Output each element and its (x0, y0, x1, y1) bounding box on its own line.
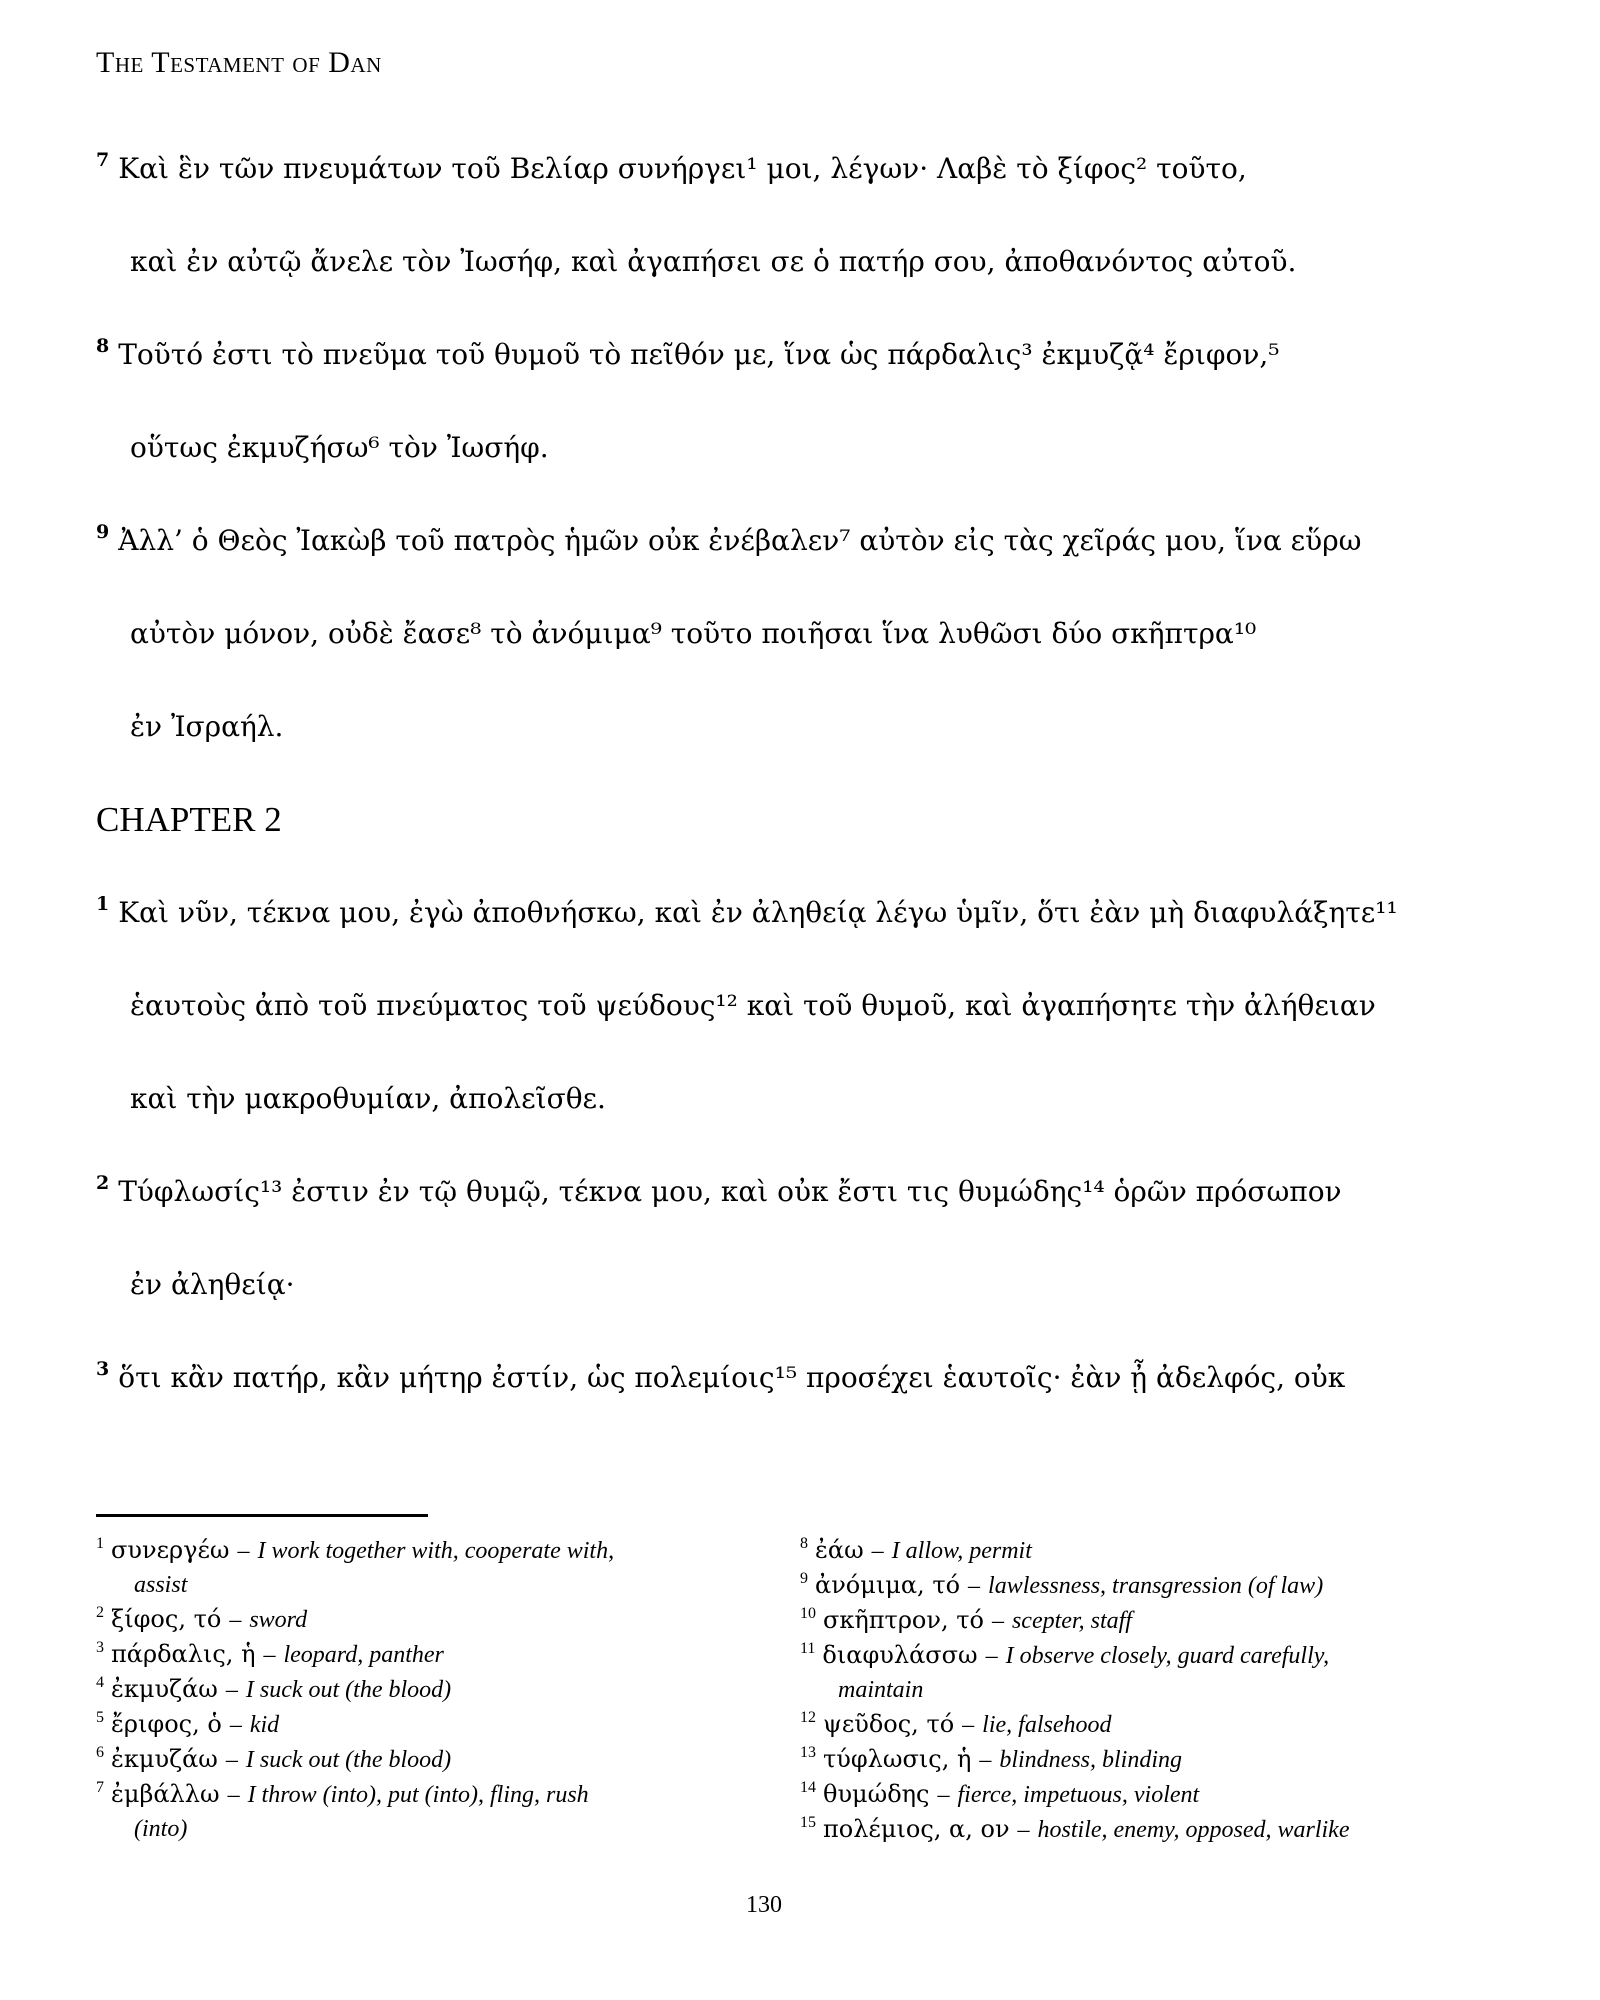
footnotes-right-column (800, 1533, 1508, 1847)
footnote-dash: – (225, 1747, 238, 1773)
footnote-gloss: I work together with, cooperate with, (257, 1538, 615, 1564)
footnote-gloss: leopard, panther (283, 1642, 444, 1668)
footnote-number: 3 (96, 1639, 104, 1656)
footnote-1 (96, 1533, 694, 1568)
footnote-greek: ἐκμυζάω (111, 1745, 218, 1773)
footnote-12 (800, 1707, 1508, 1742)
footnote-gloss: lie, falsehood (982, 1712, 1112, 1738)
footnote-greek: διαφυλάσσω (822, 1641, 978, 1669)
footnote-number: 9 (800, 1570, 808, 1587)
footnote-gloss: fierce, impetuous, violent (957, 1782, 1200, 1808)
verse-7 (96, 122, 1526, 308)
verse-number: 3 (96, 1357, 110, 1380)
page-number: 130 (746, 1892, 782, 1918)
footnote-number: 13 (800, 1744, 816, 1761)
verse-line: ἐν ἀληθείᾳ· (130, 1268, 295, 1301)
footnote-gloss: lawlessness, transgression (of law) (988, 1573, 1324, 1599)
footnote-gloss: I allow, permit (891, 1538, 1032, 1564)
footnote-8 (800, 1533, 1508, 1568)
footnote-10 (800, 1603, 1508, 1638)
footnote-greek: ἐάω (815, 1536, 864, 1564)
footnote-dash: – (937, 1782, 950, 1808)
footnote-greek: πάρδαλις, ἡ (111, 1640, 256, 1668)
verse-line: ἐν Ἰσραήλ. (130, 710, 284, 743)
verse-line: οὕτως ἐκμυζήσω⁶ τὸν Ἰωσήφ. (130, 431, 549, 464)
footnote-greek: θυμώδης (823, 1780, 930, 1808)
footnote-6 (96, 1742, 694, 1777)
footnote-dash: – (237, 1538, 250, 1564)
footnote-gloss-continuation: (into) (134, 1816, 188, 1842)
verse-line (96, 866, 1526, 959)
verse-number: 8 (96, 334, 110, 357)
footnote-number: 2 (96, 1604, 104, 1621)
verse-line (96, 1331, 1526, 1424)
running-header: The Testament of Dan (96, 46, 382, 79)
footnote-number: 7 (96, 1779, 104, 1796)
footnote-number: 14 (800, 1779, 816, 1796)
footnote-gloss: hostile, enemy, opposed, warlike (1037, 1817, 1350, 1843)
footnote-number: 10 (800, 1605, 816, 1622)
verse-line (96, 122, 1526, 215)
footnote-dash: – (263, 1642, 276, 1668)
verse-text: Καὶ ἓν τῶν πνευμάτων τοῦ Βελίαρ συνήργει¹ μοι, λέγων· Λαβὲ τὸ ξίφος² τοῦτο, (118, 152, 1247, 185)
footnote-2 (96, 1602, 694, 1637)
footnote-dash: – (225, 1677, 238, 1703)
footnote-5 (96, 1707, 694, 1742)
footnote-13 (800, 1742, 1508, 1777)
verse-number: 2 (96, 1171, 110, 1194)
footnote-number: 4 (96, 1674, 104, 1691)
footnote-dash: – (985, 1643, 998, 1669)
footnote-dash: – (227, 1782, 240, 1808)
verse-line: καὶ τὴν μακροθυμίαν, ἀπολεῖσθε. (130, 1082, 606, 1115)
verse-line: ἑαυτοὺς ἀπὸ τοῦ πνεύματος τοῦ ψεύδους¹² καὶ τοῦ θυμοῦ, καὶ ἀγαπήσητε τὴν ἀλήθειαν (130, 989, 1376, 1022)
body-text (96, 122, 1526, 1424)
footnote-dash: – (871, 1538, 884, 1564)
footnote-dash: – (979, 1747, 992, 1773)
verse-text: Τοῦτό ἐστι τὸ πνεῦμα τοῦ θυμοῦ τὸ πεῖθόν με, ἵνα ὡς πάρδαλις³ ἐκμυζᾷ⁴ ἔριφον,⁵ (118, 338, 1280, 371)
verse-number: 7 (96, 148, 110, 171)
footnote-gloss-continuation: assist (134, 1572, 188, 1598)
footnote-greek: συνεργέω (111, 1536, 230, 1564)
footnote-greek: ἔριφος, ὁ (111, 1710, 222, 1738)
footnote-greek: ἐκμυζάω (111, 1675, 218, 1703)
footnote-greek: ξίφος, τό (111, 1605, 222, 1633)
verse-line: αὐτὸν μόνον, οὐδὲ ἔασε⁸ τὸ ἀνόμιμα⁹ τοῦτο ποιῆσαι ἵνα λυθῶσι δύο σκῆπτρα¹⁰ (130, 617, 1257, 650)
footnote-number: 1 (96, 1535, 104, 1552)
footnote-gloss: I suck out (the blood) (245, 1747, 452, 1773)
footnote-11 (800, 1638, 1508, 1673)
footnote-greek: ἀνόμιμα, τό (815, 1571, 961, 1599)
verse-text: Καὶ νῦν, τέκνα μου, ἐγὼ ἀποθνήσκω, καὶ ἐν ἀληθείᾳ λέγω ὑμῖν, ὅτι ἐὰν μὴ διαφυλάξητε¹¹ (118, 896, 1398, 929)
verse-3 (96, 1331, 1526, 1424)
footnote-14 (800, 1777, 1508, 1812)
verse-9 (96, 494, 1526, 773)
verse-text: Ἀλλ’ ὁ Θεὸς Ἰακὼβ τοῦ πατρὸς ἡμῶν οὐκ ἐνέβαλεν⁷ αὐτὸν εἰς τὰς χεῖράς μου, ἵνα εὕρω (118, 524, 1362, 557)
footnote-number: 5 (96, 1709, 104, 1726)
footnote-dash: – (229, 1607, 242, 1633)
footnote-greek: πολέμιος, α, ον (823, 1815, 1010, 1843)
footnote-number: 12 (800, 1709, 816, 1726)
footnote-dash: – (962, 1712, 975, 1738)
footnote-number: 15 (800, 1814, 816, 1831)
chapter-heading: CHAPTER 2 (96, 800, 282, 839)
footnote-dash: – (1017, 1817, 1030, 1843)
footnotes-left-column (96, 1533, 694, 1847)
verse-2 (96, 1145, 1526, 1331)
verse-8 (96, 308, 1526, 494)
footnote-9 (800, 1568, 1508, 1603)
footnote-4 (96, 1672, 694, 1707)
verse-number: 1 (96, 892, 110, 915)
footnote-separator-rule (96, 1514, 428, 1517)
verse-line: καὶ ἐν αὐτῷ ἄνελε τὸν Ἰωσήφ, καὶ ἀγαπήσει σε ὁ πατήρ σου, ἀποθανόντος αὐτοῦ. (130, 245, 1297, 278)
footnote-dash: – (991, 1608, 1004, 1634)
footnote-gloss: kid (249, 1712, 280, 1738)
verse-line (96, 308, 1526, 401)
footnote-gloss: scepter, staff (1011, 1608, 1132, 1634)
footnote-number: 8 (800, 1535, 808, 1552)
verse-text: ὅτι κἂν πατήρ, κἂν μήτηρ ἐστίν, ὡς πολεμίοις¹⁵ προσέχει ἑαυτοῖς· ἐὰν ᾖ ἀδελφός, οὐκ (118, 1361, 1346, 1394)
footnote-number: 6 (96, 1744, 104, 1761)
footnote-number: 11 (800, 1640, 816, 1657)
footnote-greek: ψεῦδος, τό (823, 1710, 955, 1738)
verse-1 (96, 866, 1526, 1145)
footnote-greek: ἐμβάλλω (111, 1780, 220, 1808)
verse-number: 9 (96, 520, 110, 543)
footnote-3 (96, 1637, 694, 1672)
verse-line (96, 1145, 1526, 1238)
footnote-greek: σκῆπτρον, τό (823, 1606, 984, 1634)
verse-text: Τύφλωσίς¹³ ἐστιν ἐν τῷ θυμῷ, τέκνα μου, καὶ οὐκ ἔστι τις θυμώδης¹⁴ ὁρῶν πρόσωπον (118, 1175, 1342, 1208)
footnote-gloss-continuation: maintain (838, 1677, 924, 1703)
footnotes (96, 1533, 1508, 1847)
footnote-gloss: blindness, blinding (999, 1747, 1182, 1773)
footnote-dash: – (229, 1712, 242, 1738)
footnote-gloss: I throw (into), put (into), fling, rush (247, 1782, 589, 1808)
footnote-gloss: I suck out (the blood) (245, 1677, 452, 1703)
footnote-dash: – (968, 1573, 981, 1599)
verse-line (96, 494, 1526, 587)
footnote-15 (800, 1812, 1508, 1847)
footnote-gloss: sword (249, 1607, 308, 1633)
footnote-greek: τύφλωσις, ἡ (823, 1745, 972, 1773)
footnote-gloss: I observe closely, guard carefully, (1005, 1643, 1330, 1669)
footnote-7 (96, 1777, 694, 1812)
